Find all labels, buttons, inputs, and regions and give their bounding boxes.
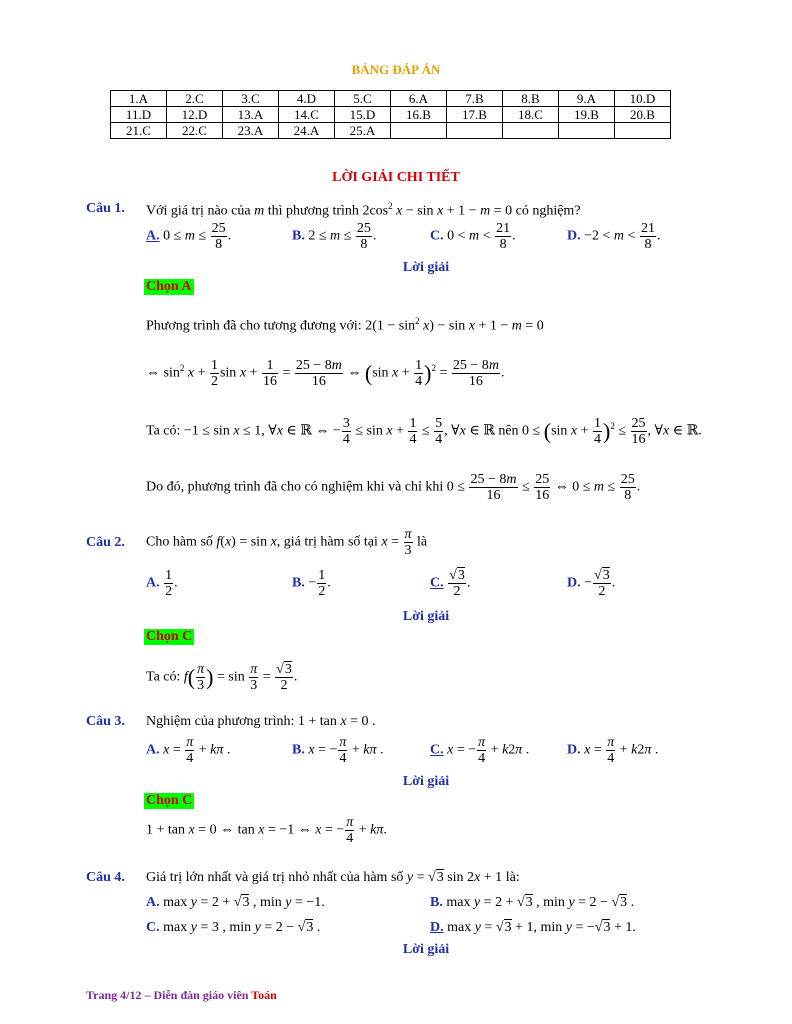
q4-label: Câu 4.	[86, 870, 125, 885]
q1-choice-d: D. −2 < m < $\frac{21}{8}$ .	[567, 221, 661, 252]
q4-choice-d: D. max y = √3 + 1, min y = −√3 + 1.	[430, 920, 636, 935]
answer-cell: 24.A	[279, 123, 335, 139]
q2-choice-b: B. − $\frac{1}{2}$ .	[292, 568, 331, 599]
q2-choice-d: D. − $\frac{√3}{2}$ .	[567, 568, 616, 599]
answer-cell: 7.B	[447, 91, 503, 107]
q3-choice-c: C. x = − $\frac{\pi}{4}$ + k2π .	[430, 735, 530, 766]
answer-cell: 13.A	[223, 107, 279, 123]
q3-choice-d: D. x = $\frac{\pi}{4}$ + k2π .	[567, 735, 659, 766]
answer-cell: 1.A	[111, 91, 167, 107]
q1-stem: Với giá trị nào của m thì phương trình $2\cos^2$ x − sin x + 1 − m = 0 có nghiệm?	[146, 201, 581, 219]
answer-cell: 4.D	[279, 91, 335, 107]
q4-stem: Giá trị lớn nhất và giá trị nhỏ nhất của hàm số y = √3 sin 2x + 1 là:	[146, 870, 520, 885]
q1-solution-label: Lời giải	[402, 260, 450, 275]
answer-cell: 17.B	[447, 107, 503, 123]
q4-choice-a: A. max y = 2 + √3 , min y = −1.	[146, 895, 325, 910]
answer-cell: 23.A	[223, 123, 279, 139]
answer-cell	[615, 123, 671, 139]
answer-cell: 12.D	[167, 107, 223, 123]
answer-cell	[503, 123, 559, 139]
answer-table-title: BẢNG ĐÁP ÁN	[351, 62, 441, 77]
q1-step-4: Do đó, phương trình đã cho có nghiệm khi và chỉ khi 0 ≤ $\frac{25 - 8m}{16}$ ≤ $\frac{25}{16}$ ⇔ 0 ≤ m ≤ $\frac{25}{8}$ .	[146, 472, 641, 503]
q3-chosen-badge: Chọn C	[146, 793, 193, 808]
q3-solution-label: Lời giải	[402, 774, 450, 789]
q1-label: Câu 1.	[86, 201, 125, 216]
section-title: LỜI GIẢI CHI TIẾT	[332, 170, 460, 185]
answer-cell: 22.C	[167, 123, 223, 139]
q1-choice-c: C. 0 < m < $\frac{21}{8}$ .	[430, 221, 516, 252]
answer-cell: 6.A	[391, 91, 447, 107]
answer-cell	[559, 123, 615, 139]
answer-cell	[447, 123, 503, 139]
answer-cell	[391, 123, 447, 139]
answer-cell: 19.B	[559, 107, 615, 123]
q4-choice-c: C. max y = 3 , min y = 2 − √3 .	[146, 920, 321, 935]
answer-cell: 10.D	[615, 91, 671, 107]
q1-choice-b: B. 2 ≤ m ≤ $\frac{25}{8}$ .	[292, 221, 377, 252]
answer-cell: 8.B	[503, 91, 559, 107]
q3-choice-b: B. x = − $\frac{\pi}{4}$ + kπ .	[292, 735, 384, 766]
answer-cell: 3.C	[223, 91, 279, 107]
answer-row	[111, 91, 671, 107]
footer-subject: Toán	[251, 988, 277, 1002]
page-footer	[86, 988, 277, 1003]
answer-cell: 5.C	[335, 91, 391, 107]
answer-cell: 18.C	[503, 107, 559, 123]
answer-cell: 2.C	[167, 91, 223, 107]
answer-row	[111, 107, 671, 123]
q2-choice-a: A. $\frac{1}{2}$ .	[146, 568, 178, 599]
q4-solution-label: Lời giải	[402, 942, 450, 957]
q2-chosen-badge: Chọn C	[146, 629, 193, 644]
q2-stem: Cho hàm số f(x) = sin x, giá trị hàm số tại x = $\frac{\pi}{3}$ là	[146, 527, 428, 558]
q3-stem: Nghiệm của phương trình: 1 + tan x = 0 .	[146, 714, 376, 729]
q3-label: Câu 3.	[86, 714, 125, 729]
answer-cell: 15.D	[335, 107, 391, 123]
q1-chosen-badge: Chọn A	[146, 279, 192, 294]
q1-step-3: Ta có: −1 ≤ sin x ≤ 1, ∀x ∈ ℝ ⇔ − $\frac{3}{4}$ ≤ sin x + $\frac{1}{4}$ ≤ $\frac{5}{4}$ , ∀x ∈ ℝ nên 0 ≤ (sin x + $\frac{1}{4}$ )$^2$ ≤ $\frac{25}{16}$ , ∀x ∈ ℝ.	[146, 416, 702, 447]
answer-cell: 16.B	[391, 107, 447, 123]
q2-choice-c: C. $\frac{√3}{2}$ .	[430, 568, 471, 599]
answer-row	[111, 123, 671, 139]
q4-choice-b: B. max y = 2 + √3 , min y = 2 − √3 .	[430, 895, 635, 910]
footer-forum: – Diễn đàn giáo viên	[141, 988, 252, 1002]
answer-cell: 9.A	[559, 91, 615, 107]
q1-step-1: Phương trình đã cho tương đương với: $2(1 - \sin^2 x) - \sin x + 1 - m = 0$	[146, 316, 544, 334]
answer-cell: 14.C	[279, 107, 335, 123]
q3-step-1: 1 + tan x = 0 ⇔ tan x = −1 ⇔ x = − $\frac{\pi}{4}$ + kπ.	[146, 815, 387, 846]
answer-cell: 25.A	[335, 123, 391, 139]
q3-choice-a: A. x = $\frac{\pi}{4}$ + kπ .	[146, 735, 231, 766]
q2-step-1: Ta có: f( $\frac{\pi}{3}$ ) = sin $\frac{\pi}{3}$ = $\frac{√3}{2}$ .	[146, 662, 298, 693]
footer-page: Trang 4/12	[86, 988, 142, 1002]
answer-table	[110, 90, 671, 139]
answer-cell: 11.D	[111, 107, 167, 123]
q2-label: Câu 2.	[86, 535, 125, 550]
q2-solution-label: Lời giải	[402, 609, 450, 624]
answer-cell: 20.B	[615, 107, 671, 123]
q1-choice-a: A. 0 ≤ m ≤ $\frac{25}{8}$ .	[146, 221, 232, 252]
answer-cell: 21.C	[111, 123, 167, 139]
q1-step-2: ⇔ $\sin^2 x$ + $\frac{1}{2}$ sin x + $\frac{1}{16}$ = $\frac{25 - 8m}{16}$ ⇔ (sin x + $\frac{1}{4}$ )$^2$ = $\frac{25 - 8m}{16}$ .	[146, 358, 505, 389]
